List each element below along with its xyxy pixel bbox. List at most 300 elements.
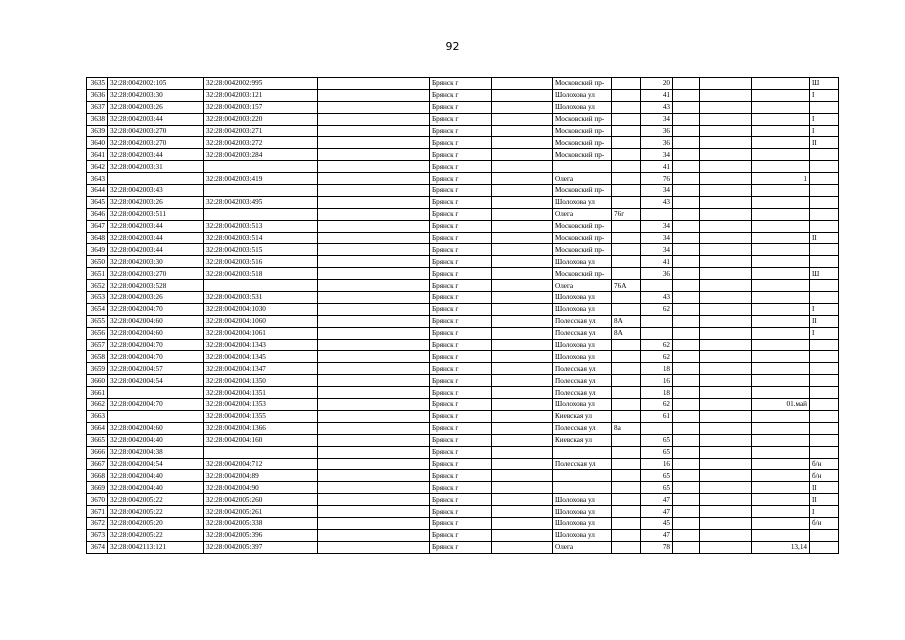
empty-cell [673, 387, 700, 399]
empty-cell [318, 410, 430, 422]
empty-cell [318, 482, 430, 494]
empty-cell [492, 387, 553, 399]
empty-cell [673, 292, 700, 304]
empty-cell [673, 446, 700, 458]
house-letter-cell [612, 363, 641, 375]
empty-cell [673, 327, 700, 339]
cadastral-number-cell [108, 387, 204, 399]
cadastral-number-cell: 32:28:0042003:26 [108, 101, 204, 113]
city-cell: Брянск г [430, 113, 492, 125]
house-letter-cell [612, 351, 641, 363]
city-cell: Брянск г [430, 89, 492, 101]
empty-cell [700, 529, 752, 541]
house-letter-cell [612, 220, 641, 232]
empty-cell [673, 458, 700, 470]
city-cell: Брянск г [430, 280, 492, 292]
house-number-cell: 34 [641, 149, 673, 161]
table-row [87, 351, 839, 363]
empty-cell [318, 506, 430, 518]
empty-cell [700, 470, 752, 482]
house-letter-cell [612, 458, 641, 470]
cadastral-number-cell: 32:28:0042004:70 [108, 303, 204, 315]
house-number-cell: 65 [641, 446, 673, 458]
empty-cell [492, 232, 553, 244]
empty-cell [700, 185, 752, 197]
house-number-cell: 18 [641, 363, 673, 375]
cadastral-number-cell [108, 410, 204, 422]
empty-cell [673, 506, 700, 518]
object-number-cell [204, 208, 318, 220]
street-cell: Полесская ул [553, 458, 612, 470]
house-number-cell: 62 [641, 339, 673, 351]
table-row [87, 196, 839, 208]
house-number-cell: 34 [641, 185, 673, 197]
empty-cell [318, 529, 430, 541]
object-number-cell: 32:28:0042004:89 [204, 470, 318, 482]
city-cell: Брянск г [430, 482, 492, 494]
premises-code-cell: I [810, 113, 839, 125]
premises-code-cell [810, 446, 839, 458]
empty-cell [700, 149, 752, 161]
row-number-cell: 3639 [87, 125, 108, 137]
house-letter-cell [612, 125, 641, 137]
object-number-cell: 32:28:0042003:513 [204, 220, 318, 232]
apartment-number-cell [752, 327, 810, 339]
empty-cell [673, 280, 700, 292]
empty-cell [673, 339, 700, 351]
apartment-number-cell: 1 [752, 173, 810, 185]
street-cell [553, 482, 612, 494]
object-number-cell [204, 280, 318, 292]
empty-cell [318, 517, 430, 529]
row-number-cell: 3653 [87, 292, 108, 304]
empty-cell [492, 292, 553, 304]
empty-cell [673, 232, 700, 244]
cadastral-number-cell: 32:28:0042003:270 [108, 125, 204, 137]
apartment-number-cell [752, 256, 810, 268]
table-row [87, 327, 839, 339]
object-number-cell: 32:28:0042005:261 [204, 506, 318, 518]
empty-cell [492, 410, 553, 422]
house-number-cell [641, 315, 673, 327]
premises-code-cell [810, 101, 839, 113]
cadastral-number-cell: 32:28:0042004:60 [108, 327, 204, 339]
premises-code-cell: II [810, 482, 839, 494]
cadastral-number-cell: 32:28:0042004:38 [108, 446, 204, 458]
empty-cell [492, 517, 553, 529]
empty-cell [318, 339, 430, 351]
table-row [87, 208, 839, 220]
cadastral-number-cell: 32:28:0042005:22 [108, 506, 204, 518]
house-number-cell: 41 [641, 256, 673, 268]
empty-cell [700, 375, 752, 387]
house-letter-cell: 8А [612, 315, 641, 327]
cadastral-number-cell: 32:28:0042005:20 [108, 517, 204, 529]
empty-cell [673, 529, 700, 541]
empty-cell [318, 434, 430, 446]
house-letter-cell [612, 434, 641, 446]
table-row [87, 268, 839, 280]
premises-code-cell [810, 339, 839, 351]
cadastral-number-cell: 32:28:0042004:60 [108, 315, 204, 327]
house-number-cell: 43 [641, 196, 673, 208]
apartment-number-cell [752, 244, 810, 256]
empty-cell [318, 89, 430, 101]
row-number-cell: 3640 [87, 137, 108, 149]
empty-cell [318, 256, 430, 268]
empty-cell [700, 161, 752, 173]
row-number-cell: 3668 [87, 470, 108, 482]
apartment-number-cell [752, 410, 810, 422]
row-number-cell: 3644 [87, 185, 108, 197]
empty-cell [318, 78, 430, 90]
empty-cell [673, 78, 700, 90]
empty-cell [700, 351, 752, 363]
table-row [87, 529, 839, 541]
house-letter-cell [612, 256, 641, 268]
table-row [87, 101, 839, 113]
city-cell: Брянск г [430, 232, 492, 244]
table-row [87, 78, 839, 90]
cadastral-number-cell: 32:28:0042003:26 [108, 196, 204, 208]
house-number-cell: 78 [641, 541, 673, 553]
cadastral-number-cell: 32:28:0042003:44 [108, 149, 204, 161]
empty-cell [492, 268, 553, 280]
apartment-number-cell [752, 363, 810, 375]
street-cell: Московский пр- [553, 125, 612, 137]
empty-cell [673, 149, 700, 161]
street-cell: Олега [553, 208, 612, 220]
table-row [87, 399, 839, 411]
premises-code-cell [810, 351, 839, 363]
empty-cell [700, 339, 752, 351]
object-number-cell: 32:28:0042003:514 [204, 232, 318, 244]
house-letter-cell [612, 173, 641, 185]
empty-cell [318, 185, 430, 197]
empty-cell [700, 541, 752, 553]
object-number-cell [204, 446, 318, 458]
street-cell: Полесская ул [553, 363, 612, 375]
row-number-cell: 3657 [87, 339, 108, 351]
premises-code-cell [810, 422, 839, 434]
empty-cell [318, 149, 430, 161]
city-cell: Брянск г [430, 506, 492, 518]
cadastral-number-cell: 32:28:0042003:44 [108, 220, 204, 232]
empty-cell [492, 244, 553, 256]
object-number-cell: 32:28:0042003:121 [204, 89, 318, 101]
table-row [87, 315, 839, 327]
apartment-number-cell [752, 292, 810, 304]
cadastral-number-cell: 32:28:0042003:31 [108, 161, 204, 173]
object-number-cell: 32:28:0042004:1030 [204, 303, 318, 315]
empty-cell [700, 256, 752, 268]
empty-cell [673, 410, 700, 422]
object-number-cell: 32:28:0042003:157 [204, 101, 318, 113]
table-row [87, 292, 839, 304]
apartment-number-cell [752, 280, 810, 292]
row-number-cell: 3643 [87, 173, 108, 185]
premises-code-cell [810, 196, 839, 208]
premises-code-cell [810, 161, 839, 173]
cadastral-number-cell: 32:28:0042004:70 [108, 339, 204, 351]
object-number-cell: 32:28:0042004:1343 [204, 339, 318, 351]
house-letter-cell: 76А [612, 280, 641, 292]
house-letter-cell [612, 375, 641, 387]
house-letter-cell [612, 446, 641, 458]
house-number-cell: 16 [641, 458, 673, 470]
empty-cell [673, 220, 700, 232]
premises-code-cell: I [810, 303, 839, 315]
street-cell: Московский пр- [553, 244, 612, 256]
empty-cell [700, 292, 752, 304]
city-cell: Брянск г [430, 375, 492, 387]
empty-cell [492, 149, 553, 161]
city-cell: Брянск г [430, 208, 492, 220]
house-number-cell: 34 [641, 232, 673, 244]
empty-cell [318, 458, 430, 470]
empty-cell [318, 363, 430, 375]
apartment-number-cell [752, 506, 810, 518]
street-cell: Шолохова ул [553, 303, 612, 315]
apartment-number-cell [752, 482, 810, 494]
empty-cell [673, 256, 700, 268]
table-row [87, 410, 839, 422]
apartment-number-cell [752, 529, 810, 541]
apartment-number-cell [752, 303, 810, 315]
house-letter-cell [612, 506, 641, 518]
empty-cell [318, 101, 430, 113]
premises-code-cell [810, 410, 839, 422]
house-letter-cell [612, 303, 641, 315]
row-number-cell: 3652 [87, 280, 108, 292]
empty-cell [700, 232, 752, 244]
empty-cell [492, 256, 553, 268]
empty-cell [673, 161, 700, 173]
premises-code-cell [810, 256, 839, 268]
row-number-cell: 3659 [87, 363, 108, 375]
street-cell: Московский пр- [553, 220, 612, 232]
empty-cell [673, 89, 700, 101]
house-number-cell: 36 [641, 268, 673, 280]
cadastral-number-cell [108, 173, 204, 185]
cadastral-number-cell: 32:28:0042003:44 [108, 244, 204, 256]
object-number-cell: 32:28:0042005:260 [204, 494, 318, 506]
empty-cell [673, 399, 700, 411]
empty-cell [700, 268, 752, 280]
city-cell: Брянск г [430, 351, 492, 363]
apartment-number-cell [752, 161, 810, 173]
empty-cell [318, 208, 430, 220]
premises-code-cell: I [810, 327, 839, 339]
house-number-cell [641, 208, 673, 220]
empty-cell [492, 375, 553, 387]
row-number-cell: 3669 [87, 482, 108, 494]
empty-cell [318, 113, 430, 125]
house-letter-cell [612, 541, 641, 553]
street-cell: Шолохова ул [553, 494, 612, 506]
object-number-cell: 32:28:0042004:1366 [204, 422, 318, 434]
table-row [87, 458, 839, 470]
premises-code-cell [810, 375, 839, 387]
empty-cell [492, 434, 553, 446]
apartment-number-cell [752, 101, 810, 113]
city-cell: Брянск г [430, 256, 492, 268]
table-row [87, 303, 839, 315]
street-cell: Московский пр- [553, 149, 612, 161]
empty-cell [700, 458, 752, 470]
house-number-cell: 76 [641, 173, 673, 185]
house-number-cell: 47 [641, 506, 673, 518]
city-cell: Брянск г [430, 422, 492, 434]
street-cell: Полесская ул [553, 422, 612, 434]
street-cell: Московский пр- [553, 185, 612, 197]
street-cell [553, 470, 612, 482]
street-cell: Шолохова ул [553, 529, 612, 541]
apartment-number-cell [752, 458, 810, 470]
city-cell: Брянск г [430, 101, 492, 113]
object-number-cell: 32:28:0042003:516 [204, 256, 318, 268]
city-cell: Брянск г [430, 470, 492, 482]
empty-cell [673, 434, 700, 446]
empty-cell [492, 458, 553, 470]
cadastral-number-cell: 32:28:0042113:121 [108, 541, 204, 553]
house-letter-cell [612, 137, 641, 149]
cadastral-number-cell: 32:28:0042003:270 [108, 268, 204, 280]
empty-cell [673, 208, 700, 220]
object-number-cell: 32:28:0042005:397 [204, 541, 318, 553]
street-cell: Олега [553, 280, 612, 292]
house-number-cell: 43 [641, 101, 673, 113]
apartment-number-cell [752, 315, 810, 327]
cadastral-number-cell: 32:28:0042004:57 [108, 363, 204, 375]
table-row [87, 470, 839, 482]
premises-code-cell [810, 220, 839, 232]
empty-cell [673, 303, 700, 315]
empty-cell [492, 470, 553, 482]
row-number-cell: 3647 [87, 220, 108, 232]
street-cell: Полесская ул [553, 315, 612, 327]
premises-code-cell: б/н [810, 470, 839, 482]
city-cell: Брянск г [430, 185, 492, 197]
cadastral-number-cell: 32:28:0042005:22 [108, 494, 204, 506]
table-row [87, 446, 839, 458]
empty-cell [673, 363, 700, 375]
street-cell [553, 446, 612, 458]
empty-cell [492, 220, 553, 232]
table-row [87, 137, 839, 149]
empty-cell [673, 517, 700, 529]
empty-cell [673, 482, 700, 494]
cadastral-number-cell: 32:28:0042004:70 [108, 399, 204, 411]
apartment-number-cell [752, 125, 810, 137]
house-letter-cell [612, 268, 641, 280]
street-cell: Московский пр- [553, 137, 612, 149]
object-number-cell: 32:28:0042003:272 [204, 137, 318, 149]
table-row [87, 256, 839, 268]
premises-code-cell: II [810, 137, 839, 149]
house-letter-cell [612, 101, 641, 113]
table-row [87, 173, 839, 185]
apartment-number-cell [752, 268, 810, 280]
empty-cell [700, 113, 752, 125]
object-number-cell [204, 185, 318, 197]
premises-code-cell: I [810, 125, 839, 137]
house-number-cell: 34 [641, 220, 673, 232]
table-row [87, 434, 839, 446]
apartment-number-cell [752, 434, 810, 446]
table-row [87, 125, 839, 137]
empty-cell [492, 363, 553, 375]
city-cell: Брянск г [430, 161, 492, 173]
empty-cell [492, 482, 553, 494]
empty-cell [492, 351, 553, 363]
empty-cell [673, 196, 700, 208]
apartment-number-cell [752, 78, 810, 90]
empty-cell [318, 280, 430, 292]
house-letter-cell [612, 161, 641, 173]
cadastral-number-cell: 32:28:0042004:54 [108, 375, 204, 387]
house-number-cell: 41 [641, 89, 673, 101]
empty-cell [318, 220, 430, 232]
house-number-cell: 43 [641, 292, 673, 304]
empty-cell [318, 351, 430, 363]
row-number-cell: 3670 [87, 494, 108, 506]
empty-cell [700, 410, 752, 422]
empty-cell [492, 446, 553, 458]
empty-cell [492, 78, 553, 90]
premises-code-cell: II [810, 494, 839, 506]
street-cell: Шолохова ул [553, 196, 612, 208]
object-number-cell [204, 161, 318, 173]
empty-cell [700, 244, 752, 256]
empty-cell [318, 161, 430, 173]
house-number-cell: 65 [641, 470, 673, 482]
house-letter-cell [612, 387, 641, 399]
premises-code-cell [810, 363, 839, 375]
house-number-cell: 18 [641, 387, 673, 399]
table-row [87, 482, 839, 494]
premises-code-cell: II [810, 315, 839, 327]
city-cell: Брянск г [430, 529, 492, 541]
apartment-number-cell [752, 185, 810, 197]
house-number-cell: 47 [641, 494, 673, 506]
empty-cell [492, 113, 553, 125]
empty-cell [700, 173, 752, 185]
table-row [87, 506, 839, 518]
city-cell: Брянск г [430, 541, 492, 553]
empty-cell [700, 101, 752, 113]
table-row [87, 494, 839, 506]
premises-code-cell [810, 280, 839, 292]
object-number-cell: 32:28:0042004:1060 [204, 315, 318, 327]
city-cell: Брянск г [430, 315, 492, 327]
apartment-number-cell [752, 89, 810, 101]
city-cell: Брянск г [430, 339, 492, 351]
object-number-cell: 32:28:0042005:396 [204, 529, 318, 541]
apartment-number-cell [752, 446, 810, 458]
row-number-cell: 3638 [87, 113, 108, 125]
object-number-cell: 32:28:0042004:90 [204, 482, 318, 494]
premises-code-cell [810, 387, 839, 399]
object-number-cell: 32:28:0042003:531 [204, 292, 318, 304]
house-letter-cell: 76г [612, 208, 641, 220]
empty-cell [492, 137, 553, 149]
empty-cell [700, 196, 752, 208]
city-cell: Брянск г [430, 196, 492, 208]
object-number-cell: 32:28:0042003:495 [204, 196, 318, 208]
empty-cell [318, 422, 430, 434]
empty-cell [673, 101, 700, 113]
